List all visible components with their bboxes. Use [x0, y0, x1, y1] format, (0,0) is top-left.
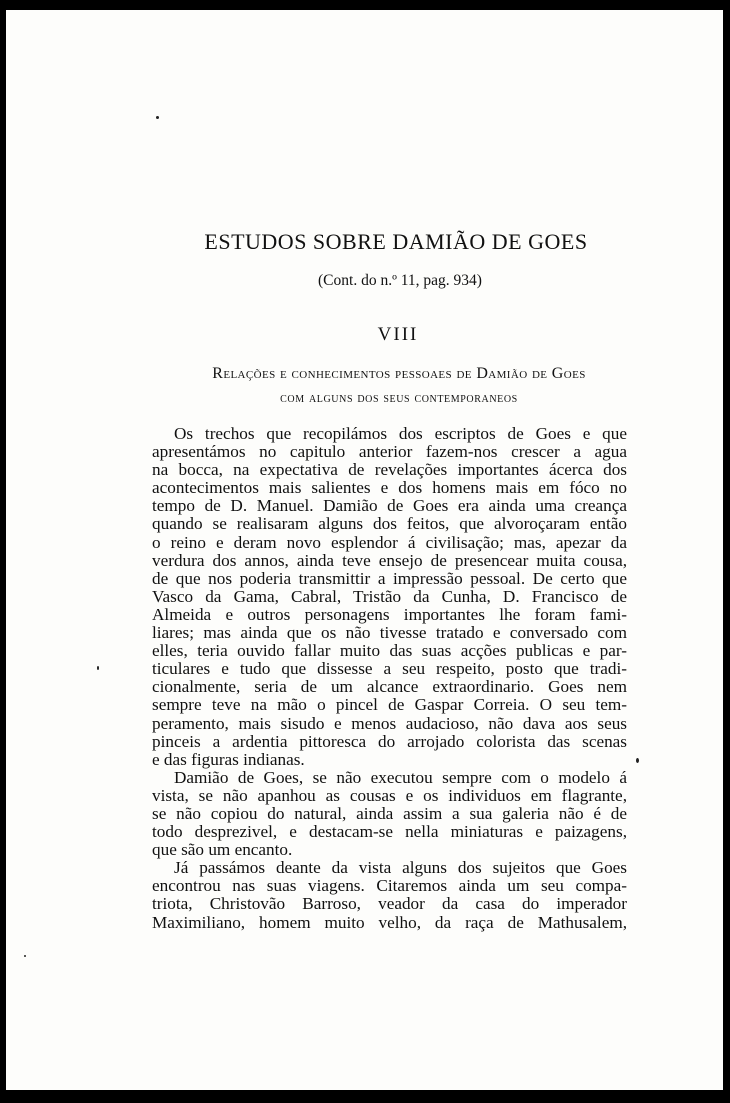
text-line: de que nos poderia transmittir a impressão pessoal. De certo que: [152, 568, 627, 588]
text-line: quando se realisaram alguns dos feitos, que alvoroçaram então: [152, 514, 627, 534]
body-text: [152, 425, 627, 932]
text-line: cionalmente, seria de um alcance extraordinario. Goes nem: [152, 677, 627, 697]
text-line: se não copiou do natural, ainda assim a sua galeria não é de: [152, 803, 627, 823]
chapter-subtitle-line-2: com alguns dos seus contemporaneos: [280, 390, 518, 406]
scan-speck: [24, 955, 26, 957]
article-title: ESTUDOS SOBRE DAMIÃO DE GOES: [204, 229, 588, 254]
text-line: e das figuras indianas.: [152, 749, 305, 769]
text-line: vista, se não apanhou as cousas e os individuos em flagrante,: [152, 785, 627, 805]
chapter-subtitle-line-1: Relações e conhecimentos pessoaes de Damião de Goes: [212, 365, 586, 382]
text-line: liares; mas ainda que os não tivesse tratado e conversado com: [152, 623, 627, 643]
text-line: apresentámos no capitulo anterior fazem-nos crescer a agua: [152, 442, 627, 462]
text-line: pinceis a ardentia pittoresca do arrojado colorista das scenas: [152, 731, 627, 751]
text-line: encontrou nas suas viagens. Citaremos ainda um seu compa-: [152, 876, 627, 896]
text-line: triota, Christovão Barroso, veador da casa do imperador: [152, 894, 627, 914]
text-line: Vasco da Gama, Cabral, Tristão da Cunha, D. Francisco de: [152, 586, 627, 606]
text-line: Os trechos que recopilámos dos escriptos de Goes e que: [174, 424, 627, 443]
text-line: Maximiliano, homem muito velho, da raça de Mathusalem,: [152, 912, 627, 932]
text-line: Almeida e outros personagens importantes lhe foram fami-: [152, 604, 627, 624]
text-line: sempre teve na mão o pincel de Gaspar Correia. O seu tem-: [152, 695, 627, 715]
scan-speck: [636, 758, 639, 763]
text-line: tempo de D. Manuel. Damião de Goes era ainda uma creança: [152, 496, 627, 516]
continuation-note: (Cont. do n.º 11, pag. 934): [318, 272, 482, 289]
text-line: verdura dos annos, ainda teve ensejo de presencear muita cousa,: [152, 550, 627, 570]
text-line: peramento, mais sisudo e menos audacioso, não dava aos seus: [152, 713, 627, 733]
chapter-numeral: VIII: [377, 324, 419, 345]
text-line: Já passámos deante da vista alguns dos sujeitos que Goes: [174, 858, 627, 878]
text-line: acontecimentos mais salientes e dos homens mais em fóco no: [152, 478, 627, 498]
text-line: que são um encanto.: [152, 840, 293, 860]
scan-speck: [97, 666, 99, 670]
text-line: na bocca, na expectativa de revelações importantes ácerca dos: [152, 460, 627, 480]
text-line: todo desprezivel, e destacam-se nella miniaturas e paizagens,: [152, 822, 627, 842]
text-line: Damião de Goes, se não executou sempre com o modelo á: [174, 767, 627, 787]
book-page: [6, 10, 723, 1090]
text-line: elles, teria ouvido fallar muito das suas acções publicas e par-: [152, 641, 627, 661]
scan-speck: [156, 116, 159, 119]
text-line: o reino e deram novo esplendor á civilisação; mas, apezar da: [152, 532, 627, 552]
text-line: ticulares e tudo que dissesse a seu respeito, posto que tradi-: [152, 659, 627, 679]
